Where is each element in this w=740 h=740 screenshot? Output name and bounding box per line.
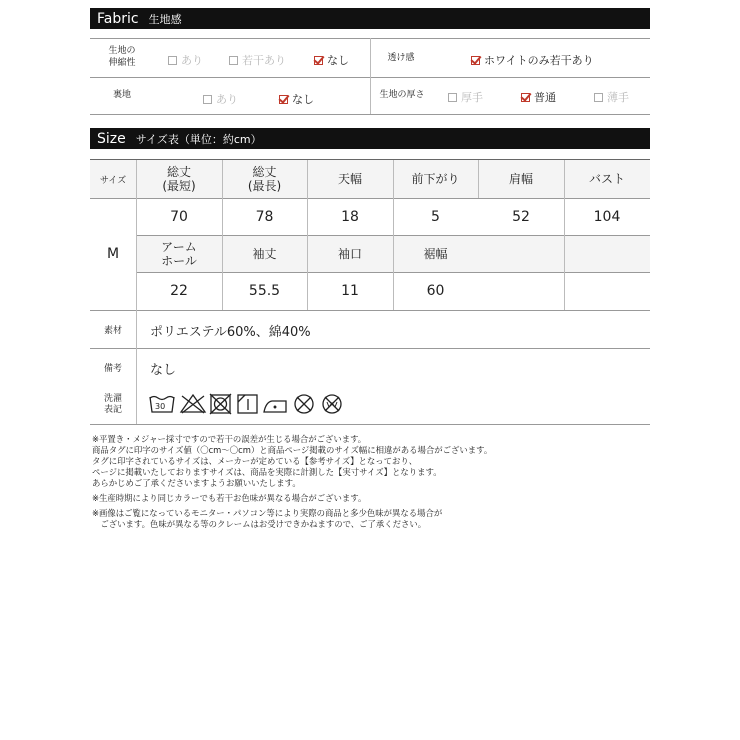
note-line: ※画像はご覧になっているモニター・パソコン等により実際の商品と多少色味が異なる場合が [92,508,443,518]
notes-block [92,434,652,530]
note-line: ページに掲載いたしておりますサイズは、商品を実際に計測した【実寸サイズ】となります。 [92,467,442,477]
sheerness-option-white[interactable] [471,52,594,68]
header-hem-width: 裾幅 [423,246,448,261]
checkbox-checked-icon [471,56,480,65]
thickness-option-thin[interactable] [594,89,629,105]
stretch-label [92,45,152,69]
value-total-length-min: 70 [170,208,188,225]
header-total-length-max: 総丈 (最長) [247,165,282,193]
no-wet-clean-icon [323,395,341,413]
note-line: ※平置き・メジャー採寸ですので若干の誤差が生じる場合がございます。 [92,434,367,444]
washing-label [90,394,136,416]
checkbox-icon [203,95,212,104]
hand-wash-30-icon [150,397,174,413]
header-shoulder: 肩幅 [508,172,533,186]
care-symbols [148,392,368,416]
value-bust: 104 [593,208,621,225]
note-line: タグに印字されているサイズは、メーカーが定めている【参考サイズ】となっており、 [92,456,418,466]
note-line: 商品タグに印字のサイズ値（〇cm〜〇cm）と商品ページ掲載のサイズ幅に相違がある場合がございます。 [92,445,493,455]
line-dry-shade-icon [238,395,257,413]
washing-label-line2: 表記 [103,405,122,415]
fabric-subtitle: 生地感 [148,12,182,26]
size-subtitle: サイズ表（単位：約cm） [135,132,262,146]
value-front-drop: 5 [431,208,440,225]
header-total-length-min: 総丈 (最短) [162,165,196,193]
divider [90,424,650,425]
stretch-option-yes[interactable] [168,52,203,68]
sheerness-label-text: 透け感 [387,53,415,63]
no-tumble-dry-icon [210,394,231,414]
checkbox-checked-icon [314,56,323,65]
size-header-bar [90,128,650,149]
header-sleeve-length: 袖丈 [252,246,277,261]
thickness-option-thick[interactable] [448,89,483,105]
value-cuff: 11 [341,283,359,299]
divider [90,114,650,115]
stretch-option-none[interactable] [314,52,349,68]
no-dry-clean-icon [295,395,313,413]
stretch-label-line1: 生地の [108,46,136,56]
value-neck-width: 18 [341,208,359,225]
size-name: M [106,246,120,262]
checkbox-checked-icon [279,95,288,104]
option-label: ホワイトのみ若干あり [484,54,594,67]
value-total-length-max: 78 [255,208,274,225]
value-sleeve-length: 55.5 [248,283,281,299]
option-label: 薄手 [607,91,629,104]
header-cuff: 袖口 [337,246,362,261]
lining-label [92,89,152,101]
divider [90,310,650,311]
header-armhole: アーム ホール [161,239,197,268]
wash-temp-text: 30 [155,402,166,411]
lining-option-yes[interactable] [203,91,238,107]
sheerness-label [378,52,424,64]
option-label: 厚手 [461,91,483,104]
value-armhole: 22 [170,283,188,299]
stretch-label-line2: 伸縮性 [108,58,136,68]
checkbox-icon [229,56,238,65]
note-line: ※生産時期により同じカラーでも若干お色味が異なる場合がございます。 [92,493,367,503]
checkbox-checked-icon [521,93,530,102]
thickness-label-text: 生地の厚さ [379,90,425,100]
note-line: ございます。色味が異なる等のクレームはお受けできかねますので、ご了承ください。 [92,519,427,529]
header-neck-width: 天幅 [337,172,362,186]
washing-label-line1: 洗濯 [103,394,122,404]
option-label: あり [181,54,203,67]
thickness-label [374,89,430,101]
checkbox-icon [594,93,603,102]
divider [370,38,371,114]
divider [90,348,650,349]
lining-label-text: 裏地 [112,90,131,100]
remarks-value: なし [150,363,177,378]
checkbox-icon [448,93,457,102]
option-label: あり [216,93,238,106]
value-shoulder: 52 [512,208,530,225]
material-label: 素材 [103,325,122,336]
option-label: なし [327,54,349,67]
option-label: なし [292,93,314,106]
fabric-title: Fabric [97,10,139,27]
value-hem-width: 60 [426,283,445,299]
header-front-drop: 前下がり [411,172,460,186]
option-label: 普通 [534,91,556,104]
material-value: ポリエステル60%、綿40% [150,325,311,340]
stretch-option-slight[interactable] [229,52,286,68]
option-label: 若干あり [242,54,286,67]
size-column-label: サイズ [99,175,127,186]
note-line: あらかじめご了承くださいますようお願いいたします。 [92,478,301,488]
thickness-option-normal[interactable] [521,89,556,105]
lining-option-none[interactable] [279,91,314,107]
remarks-label: 備考 [103,363,122,374]
checkbox-icon [168,56,177,65]
size-title: Size [97,130,126,147]
no-bleach-icon [181,395,205,413]
fabric-header-bar [90,8,650,29]
iron-low-icon [264,401,286,412]
header-bust: バスト [588,172,625,186]
